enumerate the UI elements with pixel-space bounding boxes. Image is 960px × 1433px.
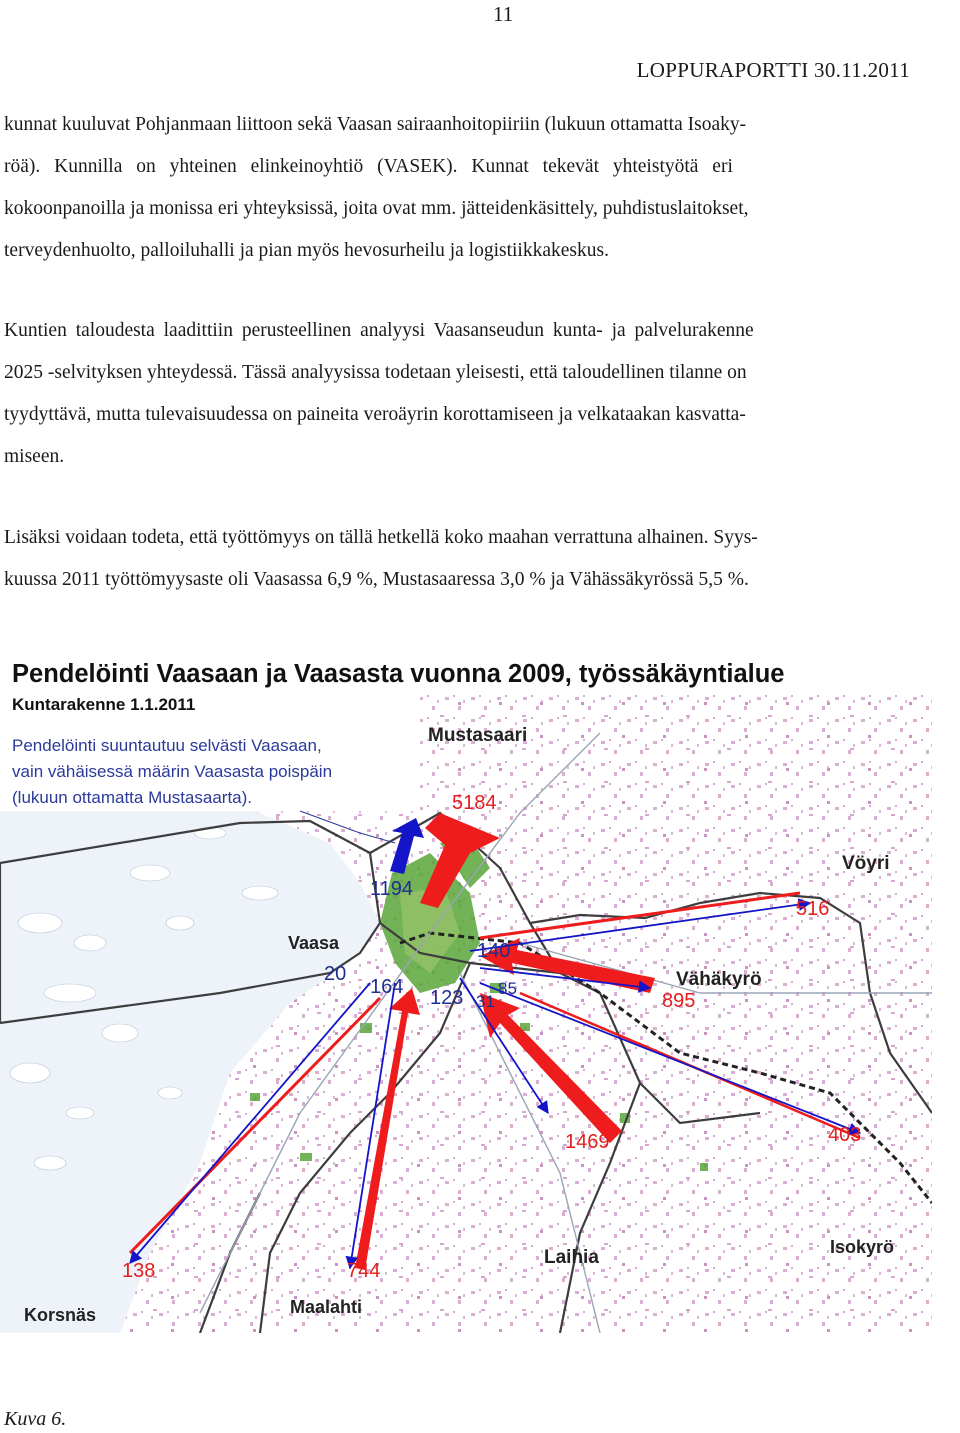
- text-line: 2025 -selvityksen yhteydessä. Tässä analyysissa todetaan yleisesti, että taloudellinen tilanne on: [4, 362, 747, 383]
- label-mustasaari: Mustasaari: [428, 725, 528, 746]
- text-line: Kuntien taloudesta laadittiin perusteellinen analyysi Vaasanseudun kunta- ja palvelurakenne: [4, 320, 754, 341]
- figure-title: Pendelöinti Vaasaan ja Vaasasta vuonna 2009, työssäkäyntialue: [12, 660, 785, 688]
- flow-mustasaari-out: 1194: [370, 878, 414, 900]
- flow-vahakyro-in: 895: [662, 990, 696, 1012]
- text-line: tyydyttävä, mutta tulevaisuudessa on paineita veroäyrin korottamiseen ja velkataakan kasvatta-: [4, 404, 746, 425]
- label-voyri: Vöyri: [842, 853, 890, 874]
- flow-isokyro-in: 403: [828, 1124, 862, 1146]
- text-line: terveydenhuolto, palloiluhalli ja pian myös hevosurheilu ja logistiikkakeskus.: [4, 240, 609, 261]
- flow-laihia-in: 1469: [565, 1131, 610, 1153]
- flow-mustasaari-in: 5184: [452, 792, 497, 814]
- flow-korsnas-in: 138: [122, 1260, 156, 1282]
- note-line: (lukuun ottamatta Mustasaarta).: [12, 788, 253, 807]
- paragraph-unemployment: [4, 517, 940, 601]
- page-number: 11: [493, 2, 514, 26]
- figure-caption: Kuva 6.: [4, 1408, 67, 1430]
- note-line: vain vähäisessä määrin Vaasasta poispäin: [12, 762, 333, 781]
- text-line: kuussa 2011 työttömyysaste oli Vaasassa 6,9 %, Mustasaaressa 3,0 % ja Vähässäkyrössä 5,5 %.: [4, 569, 749, 590]
- flow-vahakyro-out: 85: [498, 979, 517, 998]
- flow-voyri-out: 140: [477, 940, 511, 962]
- label-isokyro: Isokyrö: [830, 1237, 895, 1257]
- figure-subtitle: Kuntarakenne 1.1.2011: [12, 695, 196, 714]
- text-line: Lisäksi voidaan todeta, että työttömyys on tällä hetkellä koko maahan verrattuna alhainen. Syys-: [4, 527, 758, 548]
- flow-maalahti-in: 744: [347, 1260, 381, 1282]
- report-header: LOPPURAPORTTI 30.11.2011: [636, 58, 910, 82]
- text-line: kokoonpanoilla ja monissa eri yhteyksissä, joita ovat mm. jätteidenkäsittely, puhdistuslaitokset,: [4, 198, 749, 219]
- flow-korsnas-out: 20: [324, 963, 347, 985]
- label-vahakyro: Vähäkyrö: [676, 969, 762, 990]
- flow-isokyro-out: 31: [476, 992, 495, 1011]
- flow-maalahti-out: 164: [370, 976, 404, 998]
- label-laihia: Laihia: [544, 1247, 599, 1268]
- paragraph-cooperation: [4, 104, 940, 272]
- text-line: miseen.: [4, 446, 65, 467]
- text-line: röä). Kunnilla on yhteinen elinkeinoyhtiö (VASEK). Kunnat tekevät yhteistyötä eri: [4, 156, 733, 177]
- label-vaasa: Vaasa: [288, 933, 340, 953]
- commuting-map: [0, 693, 932, 1333]
- flow-laihia-out: 123: [430, 987, 464, 1009]
- text-line: kunnat kuuluvat Pohjanmaan liittoon sekä Vaasan sairaanhoitopiiriin (lukuun ottamatta Isoaky-: [4, 114, 747, 135]
- label-korsnas: Korsnäs: [24, 1305, 97, 1325]
- note-line: Pendelöinti suuntautuu selvästi Vaasaan,: [12, 736, 322, 755]
- flow-voyri-in: 516: [796, 898, 830, 920]
- paragraph-economy: [4, 310, 940, 478]
- label-maalahti: Maalahti: [290, 1297, 363, 1317]
